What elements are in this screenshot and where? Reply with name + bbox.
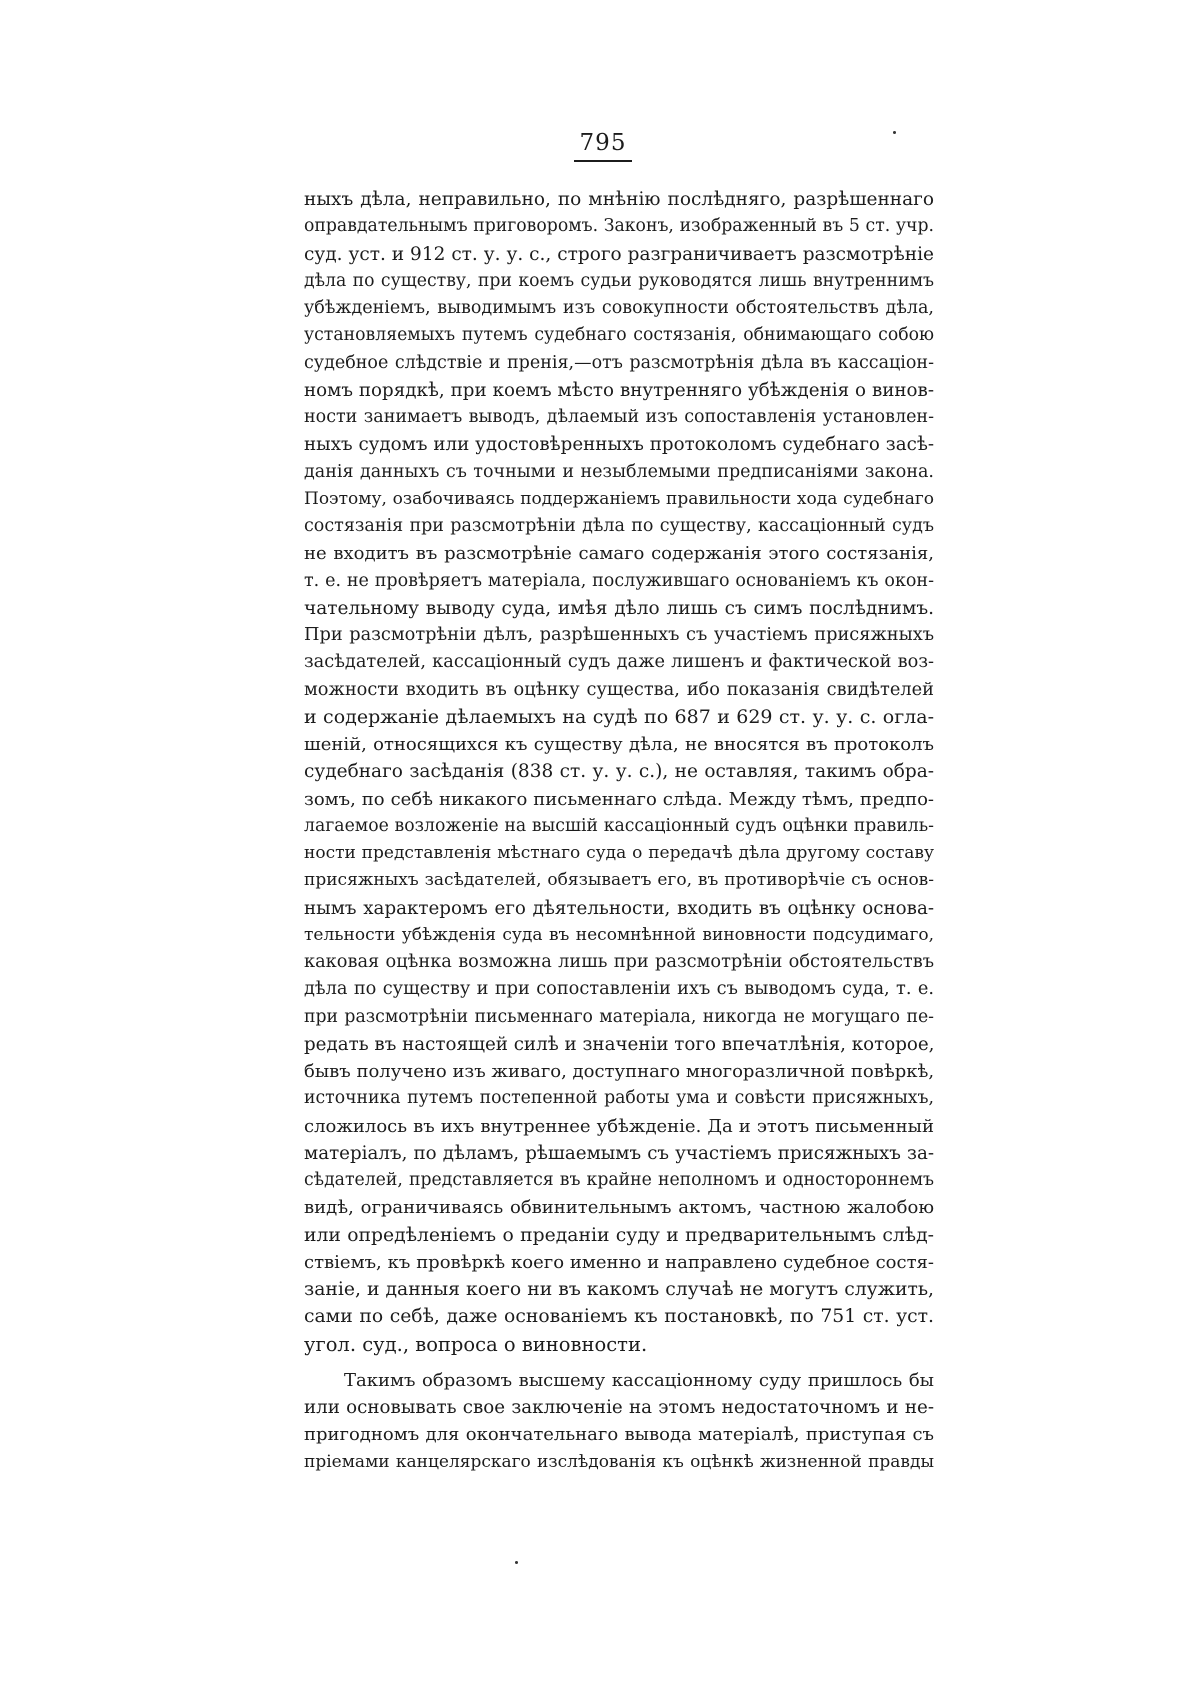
paragraph: [304, 186, 934, 1358]
text-line: и содержаніе дѣлаемыхъ на судѣ по 687 и 629 ст. у. у. с. огла-: [304, 705, 934, 728]
text-line: дѣла по существу и при сопоставленіи ихъ съ выводомъ суда, т. е.: [304, 979, 934, 1000]
text-line: чательному выводу суда, имѣя дѣло лишь съ симъ послѣднимъ.: [304, 597, 934, 619]
text-line: При разсмотрѣніи дѣлъ, разрѣшенныхъ съ участіемъ присяжныхъ: [304, 625, 934, 645]
text-line: можности входить въ оцѣнку существа, ибо показанія свидѣтелей: [304, 679, 934, 700]
text-line: оправдательнымъ приговоромъ. Законъ, изображенный въ 5 ст. учр.: [304, 216, 934, 237]
text-line: не входитъ въ разсмотрѣніе самаго содержанія этого состязанія,: [304, 543, 934, 565]
text-line: матеріалъ, по дѣламъ, рѣшаемымъ съ участіемъ присяжныхъ за-: [304, 1142, 934, 1164]
text-line: заніе, и данныя коего ни въ какомъ случаѣ не могутъ служить,: [304, 1279, 934, 1300]
text-line: или основывать свое заключеніе на этомъ недостаточномъ и не-: [304, 1397, 934, 1418]
text-line: шеній, относящихся къ существу дѣла, не вносятся въ протоколъ: [304, 734, 934, 755]
text-line: Такимъ образомъ высшему кассаціонному суду пришлось бы: [344, 1369, 934, 1391]
text-line: состязанія при разсмотрѣніи дѣла по существу, кассаціонный судъ: [304, 516, 934, 536]
text-line: бывъ получено изъ живаго, доступнаго многоразличной повѣркѣ,: [304, 1061, 934, 1082]
text-line: данія данныхъ съ точными и незыблемыми предписаніями закона.: [304, 461, 934, 482]
text-line: или опредѣленіемъ о преданіи суду и предварительнымъ слѣд-: [304, 1224, 934, 1246]
text-line: установляемыхъ путемъ судебнаго состязанія, обнимающаго собою: [304, 325, 934, 346]
text-line: суд. уст. и 912 ст. у. у. с., строго разграничиваетъ разсмотрѣніе: [304, 243, 934, 265]
text-line: зомъ, по себѣ никакого письменнаго слѣда. Между тѣмъ, предпо-: [304, 788, 934, 810]
text-line: при разсмотрѣніи письменнаго матеріала, никогда не могущаго пе-: [304, 1006, 934, 1027]
text-line: пріемами канцелярскаго изслѣдованія къ оцѣнкѣ жизненной правды: [304, 1451, 934, 1472]
text-line: редать въ настоящей силѣ и значеніи того впечатлѣнія, которое,: [304, 1033, 934, 1055]
text-line: источника путемъ постепенной работы ума и совѣсти присяжныхъ,: [304, 1088, 934, 1109]
text-line: сложилось въ ихъ внутреннее убѣжденіе. Да и этотъ письменный: [304, 1115, 934, 1137]
text-line: номъ порядкѣ, при коемъ мѣсто внутренняго убѣжденія о винов-: [304, 379, 934, 401]
text-line: угол. суд., вопроса о виновности.: [304, 1332, 648, 1356]
text-line: присяжныхъ засѣдателей, обязываетъ его, въ противорѣчіе съ основ-: [304, 870, 934, 891]
text-line: ныхъ дѣла, неправильно, по мнѣнію послѣдняго, разрѣшеннаго: [304, 189, 934, 210]
text-line: ствіемъ, къ провѣркѣ коего именно и направлено судебное состя-: [304, 1251, 934, 1273]
text-line: нымъ характеромъ его дѣятельности, входить въ оцѣнку основа-: [304, 897, 934, 919]
text-line: убѣжденіемъ, выводимымъ изъ совокупности обстоятельствъ дѣла,: [304, 298, 934, 318]
text-line: сами по себѣ, даже основаніемъ къ постановкѣ, по 751 ст. уст.: [304, 1306, 934, 1328]
text-line: судебное слѣдствіе и пренія,—отъ разсмотрѣнія дѣла въ кассаціон-: [304, 352, 934, 373]
page-number: 795: [574, 130, 632, 162]
text-line: дѣла по существу, при коемъ судьи руководятся лишь внутреннимъ: [304, 270, 934, 291]
text-line: ныхъ судомъ или удостовѣренныхъ протоколомъ судебнаго засѣ-: [304, 434, 934, 456]
text-line: ности представленія мѣстнаго суда о передачѣ дѣла другому составу: [304, 843, 934, 863]
text-line: т. е. не провѣряетъ матеріала, послужившаго основаніемъ къ окон-: [304, 570, 934, 591]
text-line: видѣ, ограничиваясь обвинительнымъ актомъ, частною жалобою: [304, 1197, 934, 1219]
text-line: лагаемое возложеніе на высшій кассаціонный судъ оцѣнки правиль-: [304, 815, 934, 836]
text-line: судебнаго засѣданія (838 ст. у. у. с.), не оставляя, такимъ обра-: [304, 761, 934, 783]
text-line: засѣдателей, кассаціонный судъ даже лишенъ и фактической воз-: [304, 652, 934, 673]
text-line: сѣдателей, представляется въ крайне неполномъ и одностороннемъ: [304, 1170, 934, 1190]
print-speck: [515, 1561, 518, 1564]
paragraph-gap: [304, 1358, 934, 1367]
text-line: пригодномъ для окончательнаго вывода матеріалѣ, приступая съ: [304, 1424, 934, 1446]
text-line: Поэтому, озабочиваясь поддержаніемъ правильности хода судебнаго: [304, 488, 934, 509]
text-line: тельности убѣжденія суда въ несомнѣнной виновности подсудимаго,: [304, 924, 934, 945]
print-speck: [893, 131, 896, 134]
body-text: [304, 186, 934, 1476]
paragraph: [304, 1367, 934, 1476]
text-line: ности занимаетъ выводъ, дѣлаемый изъ сопоставленія установлен-: [304, 407, 934, 427]
text-line: каковая оцѣнка возможна лишь при разсмотрѣніи обстоятельствъ: [304, 952, 934, 972]
